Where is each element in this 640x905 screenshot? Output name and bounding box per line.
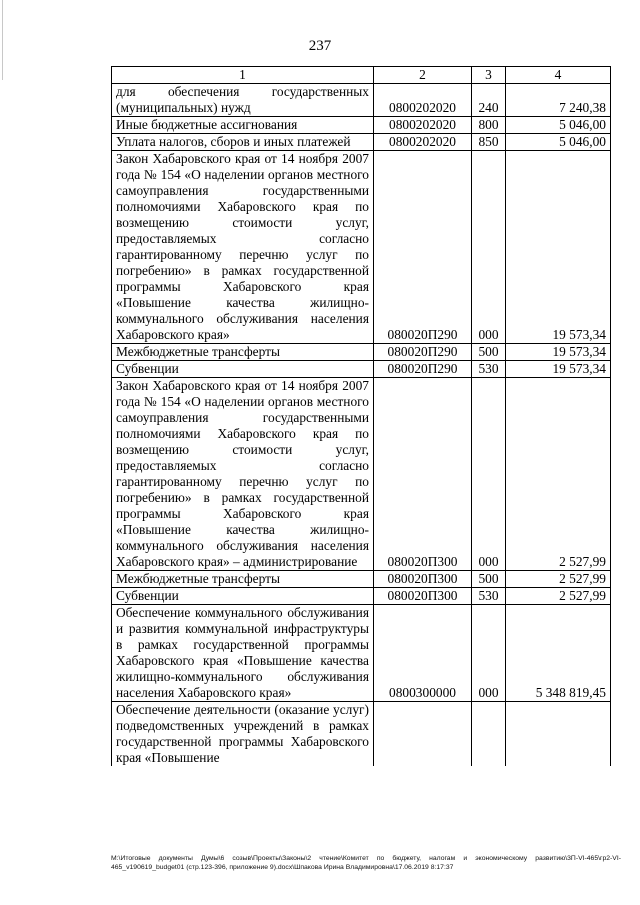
row-sum: 19 573,34 (506, 361, 611, 378)
header-col-4: 4 (506, 67, 611, 84)
row-name: Уплата налогов, сборов и иных платежей (112, 134, 374, 151)
row-name: Межбюджетные трансферты (112, 571, 374, 588)
row-name: Субвенции (112, 588, 374, 605)
row-sum: 19 573,34 (506, 344, 611, 361)
row-type: 000 (472, 151, 506, 344)
row-name: Субвенции (112, 361, 374, 378)
row-sum: 2 527,99 (506, 571, 611, 588)
header-col-2: 2 (374, 67, 472, 84)
table-row (112, 344, 611, 361)
row-code: 0800202020 (374, 134, 472, 151)
row-name: Обеспечение деятельности (оказание услуг) подведомственных учреждений в рамках государственной программы Хабаровского края «Повышение (112, 702, 374, 767)
table-row (112, 378, 611, 571)
row-sum: 2 527,99 (506, 588, 611, 605)
row-name: Закон Хабаровского края от 14 ноября 2007 года № 154 «О наделении органов местного самоуправления государственными полномочиями Хабаровского края по возмещению стоимости услуг, предоставляемых согласно гарантированному перечню услуг по погребению» в рамках государственной программы Хабаровского края «Повышение качества жилищно-коммунального обслуживания населения Хабаровского края» (112, 151, 374, 344)
row-type: 530 (472, 361, 506, 378)
row-sum: 19 573,34 (506, 151, 611, 344)
row-sum: 5 348 819,45 (506, 605, 611, 702)
row-type: 000 (472, 378, 506, 571)
row-code: 080020П290 (374, 361, 472, 378)
row-code: 080020П290 (374, 344, 472, 361)
row-name: Иные бюджетные ассигнования (112, 117, 374, 134)
table-row (112, 151, 611, 344)
table-row (112, 588, 611, 605)
row-type (472, 702, 506, 767)
row-name: Закон Хабаровского края от 14 ноября 2007 года № 154 «О наделении органов местного самоуправления государственными полномочиями Хабаровского края по возмещению стоимости услуг, предоставляемых согласно гарантированному перечню услуг по погребению» в рамках государственной программы Хабаровского края «Повышение качества жилищно-коммунального обслуживания населения Хабаровского края» – администрирование (112, 378, 374, 571)
row-type: 530 (472, 588, 506, 605)
table-row (112, 702, 611, 767)
row-code: 0800202020 (374, 84, 472, 117)
table-row (112, 571, 611, 588)
row-name: Обеспечение коммунального обслуживания и развития коммунальной инфраструктуры в рамках государственной программы Хабаровского края «Повышение качества жилищно-коммунального обслуживания населения Хабаровского края» (112, 605, 374, 702)
row-sum: 2 527,99 (506, 378, 611, 571)
table-row (112, 361, 611, 378)
header-col-1: 1 (112, 67, 374, 84)
row-type: 800 (472, 117, 506, 134)
budget-table (111, 66, 611, 766)
page-number: 237 (308, 38, 332, 54)
row-sum: 7 240,38 (506, 84, 611, 117)
row-code: 080020П300 (374, 571, 472, 588)
row-name: Межбюджетные трансферты (112, 344, 374, 361)
row-sum (506, 702, 611, 767)
table-row (112, 134, 611, 151)
row-code: 080020П300 (374, 378, 472, 571)
row-code: 080020П300 (374, 588, 472, 605)
row-code: 0800300000 (374, 605, 472, 702)
row-type: 000 (472, 605, 506, 702)
row-type: 500 (472, 571, 506, 588)
header-col-3: 3 (472, 67, 506, 84)
row-name: для обеспечения государственных (муниципальных) нужд (112, 84, 374, 117)
row-type: 850 (472, 134, 506, 151)
row-type: 500 (472, 344, 506, 361)
document-path-footer: M:\Итоговые документы Думы\6 созыв\Проекты\Законы\2 чтение\Комитет по бюджету, налогам и экономическому развитию\3П-VI-465\гр2-VI-465_v190619_budget01 (стр.123-396, приложение 9).docx\Шпакова Ирина Владимировна\17.06.2019 8:17:37 (111, 855, 621, 871)
row-code (374, 702, 472, 767)
table-header-row (112, 67, 611, 84)
row-code: 0800202020 (374, 117, 472, 134)
table-row (112, 117, 611, 134)
row-sum: 5 046,00 (506, 117, 611, 134)
table-row (112, 84, 611, 117)
row-type: 240 (472, 84, 506, 117)
row-code: 080020П290 (374, 151, 472, 344)
table-row (112, 605, 611, 702)
row-sum: 5 046,00 (506, 134, 611, 151)
